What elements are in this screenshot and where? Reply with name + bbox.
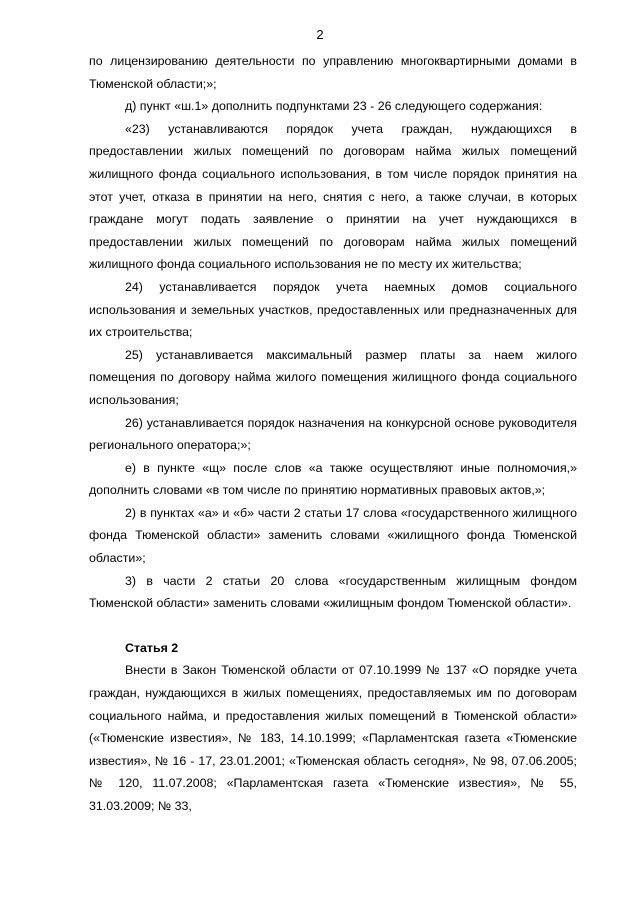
paragraph: «23) устанавливаются порядок учета граждан, нуждающихся в предоставлении жилых помещений по договорам найма жилых помещений жилищного фонда социального использования, в том числе порядок принятия на этот учет, отказа в принятии на него, снятия с него, а также случаи, в которых граждане могут подать заявление о принятии на учет нуждающихся в предоставлении жилых помещений по договорам найма жилых помещений жилищного фонда социального использования не по месту их жительства;: [89, 121, 577, 272]
paragraph: 2) в пунктах «а» и «б» части 2 статьи 17 слова «государственного жилищного фонда Тюменской области» заменить словами «жилищного фонда Тюменской области»;: [89, 505, 577, 566]
document-body: [89, 50, 577, 818]
paragraph: по лицензированию деятельности по управлению многоквартирными домами в Тюменской области;»;: [89, 54, 577, 91]
paragraph: 24) устанавливается порядок учета наемных домов социального использования и земельных участков, предоставленных или предназначенных для их строительства;: [89, 279, 577, 340]
paragraph: 26) устанавливается порядок назначения на конкурсной основе руководителя регионального оператора;»;: [89, 415, 577, 453]
paragraph: е) в пункте «щ» после слов «а также осуществляют иные полномочия,» дополнить словами «в том числе по принятию нормативных правовых актов,»;: [89, 460, 577, 498]
article-heading: Статья 2: [125, 640, 179, 655]
paragraph: Внести в Закон Тюменской области от 07.10.1999 № 137 «О порядке учета граждан, нуждающихся в жилых помещениях, предоставляемых им по договорам социального найма, и предоставления жилых помещений в Тюменской области» («Тюменские известия», № 183, 14.10.1999; «Парламентская газета «Тюменские известия», № 16 - 17, 23.01.2001; «Тюменская область сегодня», № 98, 07.06.2005; № 120, 11.07.2008; «Парламентская газета «Тюменские известия», № 55, 31.03.2009; № 33,: [89, 663, 577, 813]
paragraph: 25) устанавливается максимальный размер платы за наем жилого помещения по договору найма жилого помещения жилищного фонда социального использования;: [89, 347, 577, 407]
page-number: 2: [316, 27, 324, 42]
paragraph: д) пункт «ш.1» дополнить подпунктами 23 - 26 следующего содержания:: [125, 99, 543, 114]
paragraph: 3) в части 2 статьи 20 слова «государственным жилищным фондом Тюменской области» заменить словами «жилищным фондом Тюменской области».: [89, 573, 577, 611]
